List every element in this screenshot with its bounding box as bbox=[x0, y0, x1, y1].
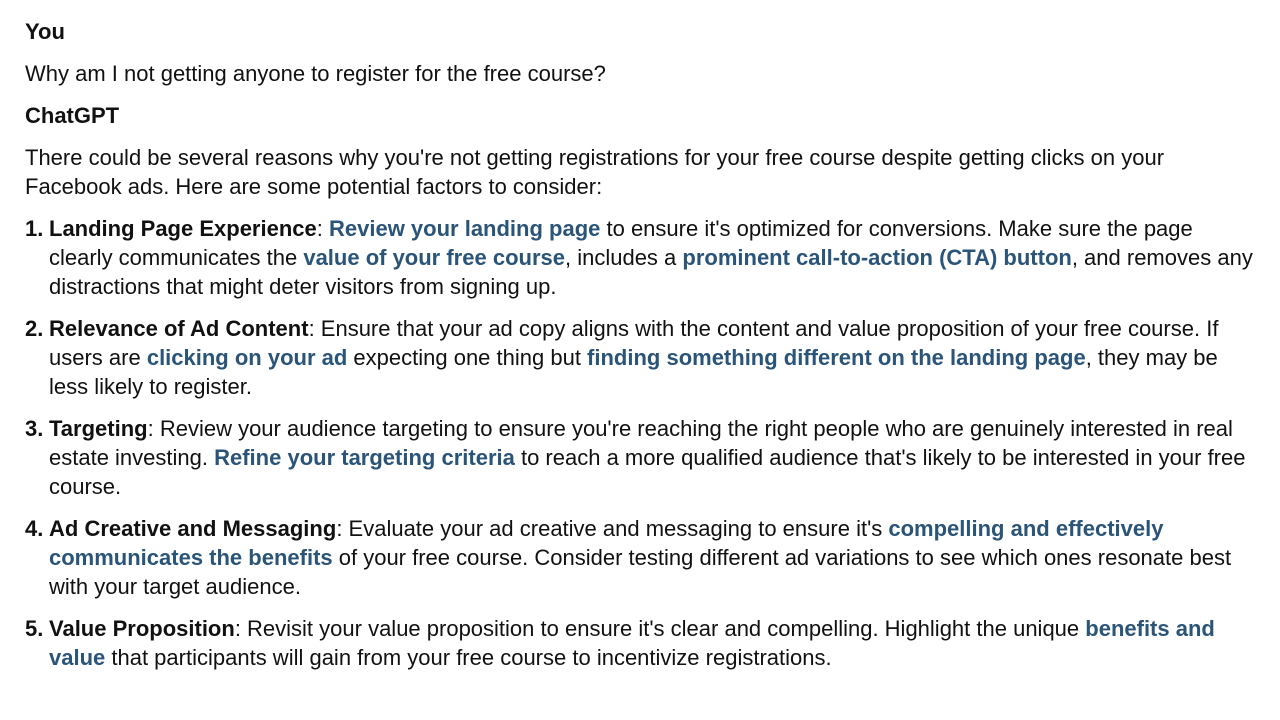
list-item-number: 1. bbox=[25, 216, 44, 241]
list-item bbox=[25, 614, 1261, 672]
highlighted-phrase: benefits and value bbox=[49, 616, 1215, 670]
highlighted-phrase: Refine your targeting criteria bbox=[214, 445, 515, 470]
highlighted-phrase: Review your landing page bbox=[328, 216, 601, 241]
list-item bbox=[25, 214, 1261, 301]
list-item-text: : Revisit your value proposition to ensure it's clear and compelling. Highlight the unique bbox=[234, 616, 1086, 641]
list-item-text: that participants will gain from your free course to incentivize registrations. bbox=[105, 645, 832, 670]
list-item-text: to reach a more qualified audience that's likely to be interested in your free course. bbox=[49, 445, 1246, 499]
list-item-number: 2. bbox=[25, 316, 44, 341]
highlighted-phrase: prominent call-to-action (CTA) button bbox=[682, 245, 1072, 270]
list-item-term: Landing Page Experience bbox=[49, 216, 317, 241]
chat-transcript bbox=[25, 17, 1261, 685]
list-item-term: Targeting bbox=[49, 416, 148, 441]
highlighted-phrase: clicking on your ad bbox=[146, 345, 348, 370]
list-item-text: expecting one thing but bbox=[347, 345, 588, 370]
list-item bbox=[25, 314, 1261, 401]
list-item-term: Ad Creative and Messaging bbox=[49, 516, 337, 541]
list-item-text: to ensure it's optimized for conversions. Make sure the page clearly communicates the bbox=[49, 216, 1193, 270]
list-item-term: Value Proposition bbox=[49, 616, 235, 641]
highlighted-phrase: value of your free course bbox=[303, 245, 565, 270]
highlighted-phrase: finding something different on the landing page bbox=[587, 345, 1086, 370]
assistant-label: ChatGPT bbox=[25, 103, 120, 128]
list-item-term: Relevance of Ad Content bbox=[49, 316, 309, 341]
list-item-text: of your free course. Consider testing different ad variations to see which ones resonate best with your target audience. bbox=[49, 545, 1232, 599]
assistant-intro: There could be several reasons why you're not getting registrations for your free course despite getting clicks on your Facebook ads. Here are some potential factors to consider: bbox=[25, 145, 1165, 199]
list-item-text: , and removes any distractions that might deter visitors from signing up. bbox=[49, 245, 1253, 299]
list-item bbox=[25, 514, 1261, 601]
list-item-number: 4. bbox=[25, 516, 44, 541]
list-item-text: : bbox=[316, 216, 329, 241]
list-item-number: 3. bbox=[25, 416, 44, 441]
list-item-text: : Review your audience targeting to ensure you're reaching the right people who are genuinely interested in real estate investing. bbox=[49, 416, 1233, 470]
reason-list bbox=[25, 214, 1261, 672]
list-item-text: : Evaluate your ad creative and messaging to ensure it's bbox=[336, 516, 889, 541]
list-item bbox=[25, 414, 1261, 501]
list-item-text: , includes a bbox=[564, 245, 683, 270]
highlighted-phrase: compelling and effectively communicates the benefits bbox=[49, 516, 1164, 570]
user-message: Why am I not getting anyone to register for the free course? bbox=[25, 61, 606, 86]
list-item-text: : Ensure that your ad copy aligns with the content and value proposition of your free course. If users are bbox=[49, 316, 1219, 370]
list-item-text: , they may be less likely to register. bbox=[49, 345, 1218, 399]
user-label: You bbox=[25, 19, 65, 44]
list-item-number: 5. bbox=[25, 616, 44, 641]
